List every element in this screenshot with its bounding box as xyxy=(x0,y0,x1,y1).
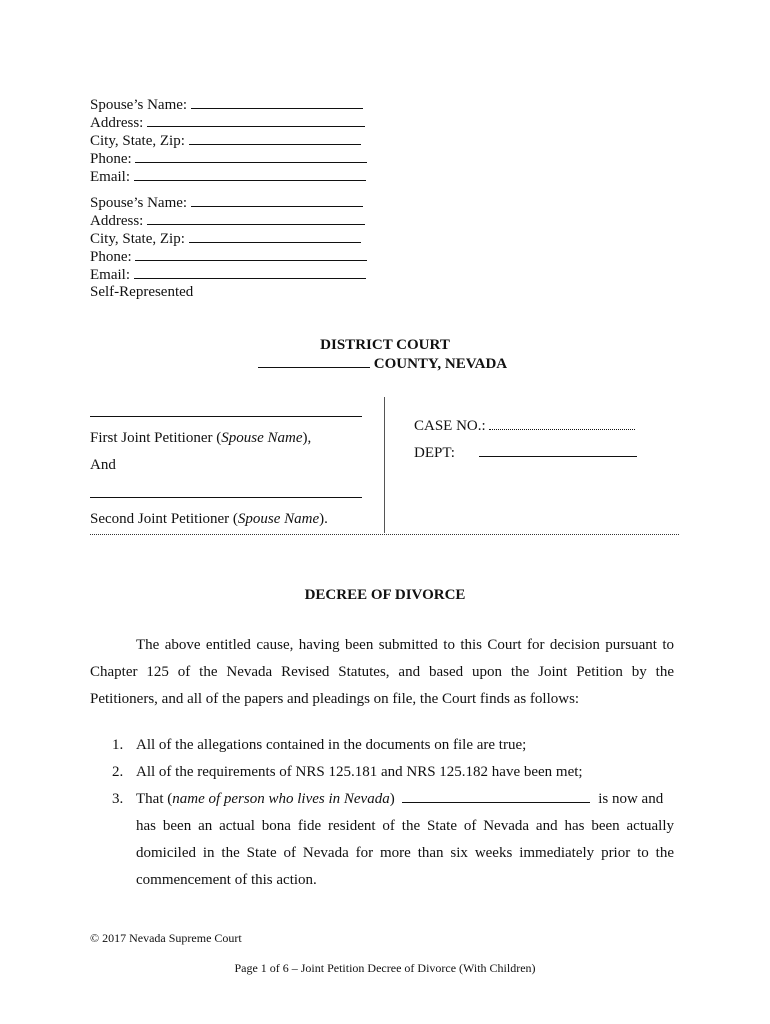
spouse1-phone-row xyxy=(90,149,367,168)
spouse2-email-field[interactable] xyxy=(134,265,366,279)
dept-label: DEPT: xyxy=(414,445,455,461)
spouse2-name-row xyxy=(90,193,363,212)
spouse1-city-field[interactable] xyxy=(189,131,361,145)
spouse1-name-label: Spouse’s Name: xyxy=(90,97,188,113)
caption-bottom-rule xyxy=(90,534,679,535)
finding-2-number: 2. xyxy=(112,764,124,780)
finding-3-line-4: commencement of this action. xyxy=(136,872,317,888)
finding-3-prefix: That ( xyxy=(136,791,173,807)
finding-3-after-blank: is now and xyxy=(598,791,664,807)
case-no-label: CASE NO.: xyxy=(414,418,486,434)
finding-3-line-1 xyxy=(136,786,663,813)
intro-line-1: The above entitled cause, having been submitted to this Court for decision pursuant to xyxy=(136,637,674,653)
finding-2-text: All of the requirements of NRS 125.181 and NRS 125.182 have been met; xyxy=(136,764,583,780)
first-petitioner-suffix: ), xyxy=(302,430,312,446)
spouse1-address-field[interactable] xyxy=(147,113,365,127)
page-footer: Page 1 of 6 – Joint Petition Decree of Divorce (With Children) xyxy=(234,961,536,975)
spouse1-phone-field[interactable] xyxy=(135,149,367,163)
intro-line-2: Chapter 125 of the Nevada Revised Statutes, and based upon the Joint Petition by the xyxy=(90,664,674,680)
case-no-field[interactable] xyxy=(489,416,635,430)
court-name: DISTRICT COURT xyxy=(320,337,450,353)
and-label: And xyxy=(90,457,116,473)
spouse2-name-field[interactable] xyxy=(191,193,363,207)
spouse1-phone-label: Phone: xyxy=(90,151,132,167)
spouse2-phone-row xyxy=(90,247,367,266)
copyright-notice: © 2017 Nevada Supreme Court xyxy=(90,931,242,945)
second-petitioner-suffix: ). xyxy=(319,511,328,527)
spouse2-phone-label: Phone: xyxy=(90,249,132,265)
intro-line-3: Petitioners, and all of the papers and pleadings on file, the Court finds as follows: xyxy=(90,691,580,707)
spouse1-email-row xyxy=(90,167,366,186)
county-label: COUNTY, NEVADA xyxy=(373,356,508,372)
county-row xyxy=(258,354,507,373)
first-petitioner-italic: Spouse Name xyxy=(221,430,303,446)
spouse1-address-row xyxy=(90,113,365,132)
spouse1-name-field[interactable] xyxy=(191,95,363,109)
spouse2-email-label: Email: xyxy=(90,267,130,283)
document-title: DECREE OF DIVORCE xyxy=(304,587,466,603)
second-petitioner-label xyxy=(90,510,328,528)
dept-field[interactable] xyxy=(479,443,637,457)
finding-3-line-3: domiciled in the State of Nevada for more than six weeks immediately prior to the xyxy=(136,845,674,861)
spouse2-city-label: City, State, Zip: xyxy=(90,231,185,247)
spouse1-city-row xyxy=(90,131,361,150)
spouse1-name-row xyxy=(90,95,363,114)
county-field[interactable] xyxy=(258,354,370,368)
case-no-row xyxy=(414,416,635,435)
spouse2-city-row xyxy=(90,229,361,248)
spouse2-phone-field[interactable] xyxy=(135,247,367,261)
finding-1-text: All of the allegations contained in the documents on file are true; xyxy=(136,737,527,753)
self-represented-label: Self-Represented xyxy=(90,284,194,300)
finding-3-line-2: has been an actual bona fide resident of the State of Nevada and has been actually xyxy=(136,818,674,834)
spouse2-address-label: Address: xyxy=(90,213,144,229)
first-petitioner-prefix: First Joint Petitioner ( xyxy=(90,430,222,446)
second-petitioner-italic: Spouse Name xyxy=(237,511,320,527)
dept-row xyxy=(414,443,637,462)
spouse1-city-label: City, State, Zip: xyxy=(90,133,185,149)
finding-1-number: 1. xyxy=(112,737,124,753)
first-petitioner-field[interactable] xyxy=(90,416,362,417)
caption-divider xyxy=(384,397,385,533)
spouse2-email-row xyxy=(90,265,366,284)
second-petitioner-field[interactable] xyxy=(90,497,362,498)
spouse1-email-label: Email: xyxy=(90,169,130,185)
spouse2-address-field[interactable] xyxy=(147,211,365,225)
spouse1-email-field[interactable] xyxy=(134,167,366,181)
finding-3-suffix: ) xyxy=(389,791,395,807)
nevada-resident-field[interactable] xyxy=(402,789,590,803)
finding-3-number: 3. xyxy=(112,791,124,807)
first-petitioner-label xyxy=(90,429,311,447)
spouse1-address-label: Address: xyxy=(90,115,144,131)
spouse2-name-label: Spouse’s Name: xyxy=(90,195,188,211)
finding-3-italic: name of person who lives in Nevada xyxy=(172,791,390,807)
spouse2-address-row xyxy=(90,211,365,230)
spouse2-city-field[interactable] xyxy=(189,229,361,243)
second-petitioner-prefix: Second Joint Petitioner ( xyxy=(90,511,238,527)
